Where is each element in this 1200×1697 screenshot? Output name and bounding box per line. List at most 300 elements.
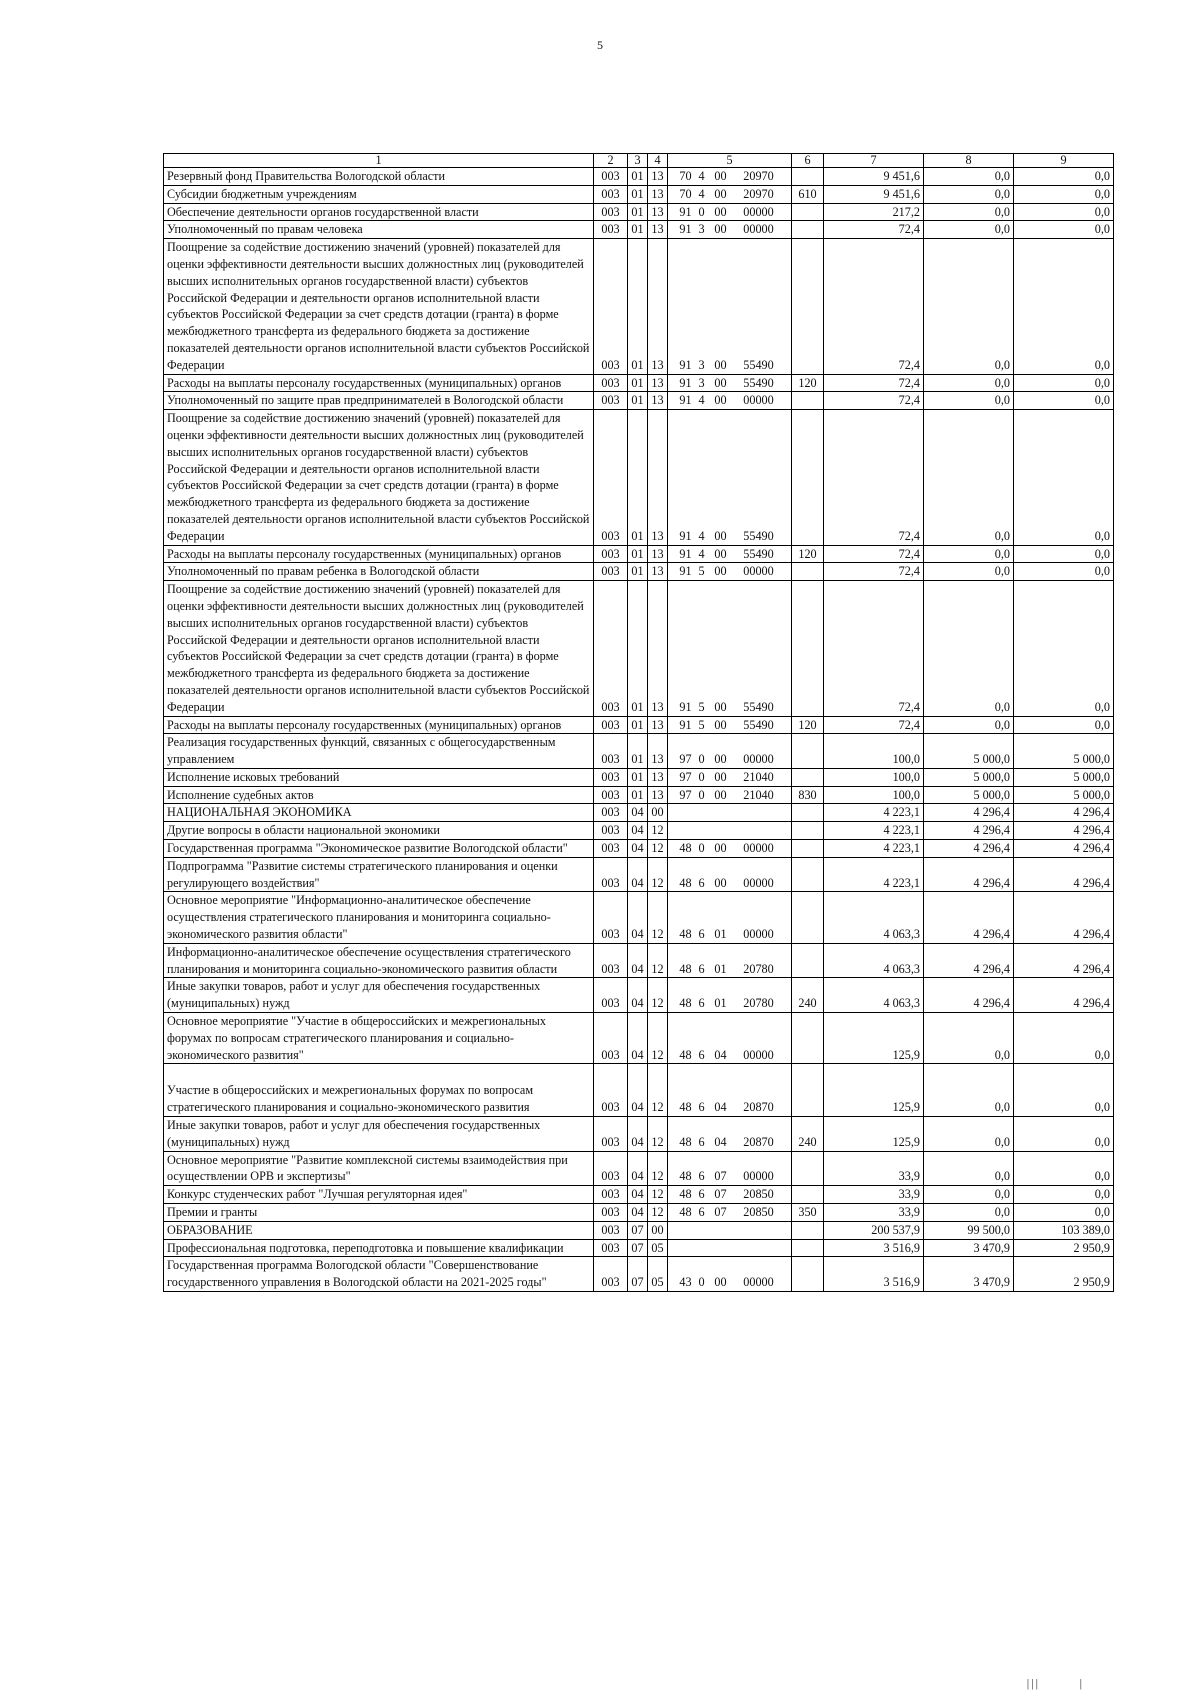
- subsection-code: 05: [648, 1257, 668, 1292]
- expense-type-code: [792, 168, 824, 186]
- amount-col8: 4 296,4: [924, 822, 1014, 840]
- amount-col9: 0,0: [1014, 239, 1114, 374]
- target-article-part: 55490: [743, 375, 774, 390]
- amount-col8: 0,0: [924, 410, 1014, 545]
- table-row: [164, 1151, 1114, 1186]
- admin-code: 003: [594, 545, 628, 563]
- amount-col8: 0,0: [924, 1013, 1014, 1064]
- section-code: 04: [628, 1151, 648, 1186]
- header-cell: 6: [792, 154, 824, 168]
- amount-col8: 5 000,0: [924, 734, 1014, 769]
- section-code: 01: [628, 716, 648, 734]
- table-row: [164, 857, 1114, 892]
- table-row: [164, 804, 1114, 822]
- target-article-part: 00: [714, 375, 727, 390]
- target-article-part: 00: [714, 699, 727, 714]
- scan-mark: |||: [1026, 1676, 1040, 1690]
- amount-col7: 125,9: [824, 1117, 924, 1152]
- amount-col7: 72,4: [824, 239, 924, 374]
- target-article-part: 00: [714, 222, 727, 237]
- section-code: 04: [628, 822, 648, 840]
- row-name: ОБРАЗОВАНИЕ: [164, 1221, 594, 1239]
- section-code: 01: [628, 734, 648, 769]
- table-row: [164, 203, 1114, 221]
- amount-col7: 4 063,3: [824, 943, 924, 978]
- subsection-code: 12: [648, 1117, 668, 1152]
- header-cell: 4: [648, 154, 668, 168]
- amount-col7: 3 516,9: [824, 1239, 924, 1257]
- amount-col8: 3 470,9: [924, 1239, 1014, 1257]
- subsection-code: 12: [648, 943, 668, 978]
- row-name: Профессиональная подготовка, переподготовка и повышение квалификации: [164, 1239, 594, 1257]
- row-name: Основное мероприятие "Участие в общероссийских и межрегиональных форумах по вопросам стратегического планирования и социально-экономического развития": [164, 1013, 594, 1064]
- target-article-part: 0: [698, 752, 705, 767]
- target-article-code: [668, 239, 792, 374]
- section-code: 01: [628, 581, 648, 716]
- target-article-part: 55490: [743, 546, 774, 561]
- target-article-part: 91: [679, 528, 692, 543]
- amount-col8: 0,0: [924, 374, 1014, 392]
- admin-code: 003: [594, 943, 628, 978]
- expense-type-code: [792, 581, 824, 716]
- header-cell: 9: [1014, 154, 1114, 168]
- amount-col7: 72,4: [824, 545, 924, 563]
- expense-type-code: [792, 857, 824, 892]
- amount-col9: 4 296,4: [1014, 978, 1114, 1013]
- table-row: [164, 185, 1114, 203]
- target-article-part: 91: [679, 375, 692, 390]
- target-article-part: 97: [679, 752, 692, 767]
- target-article-part: 04: [714, 1100, 727, 1115]
- admin-code: 003: [594, 185, 628, 203]
- target-article-code: [668, 1013, 792, 1064]
- expense-type-code: 350: [792, 1204, 824, 1222]
- amount-col9: 0,0: [1014, 716, 1114, 734]
- row-name: Премии и гранты: [164, 1204, 594, 1222]
- row-name: Конкурс студенческих работ "Лучшая регуляторная идея": [164, 1186, 594, 1204]
- amount-col9: 5 000,0: [1014, 786, 1114, 804]
- target-article-part: 00000: [743, 927, 774, 942]
- amount-col7: 33,9: [824, 1204, 924, 1222]
- target-article-code: [668, 168, 792, 186]
- table-row: [164, 1186, 1114, 1204]
- row-name: Расходы на выплаты персоналу государственных (муниципальных) органов: [164, 716, 594, 734]
- row-name: Поощрение за содействие достижению значений (уровней) показателей для оценки эффективности деятельности высших должностных лиц (руководителей высших исполнительных органов государственной власти) субъектов Российской Федерации и деятельности органов исполнительной власти субъектов Российской Федерации за счет средств дотации (гранта) в форме межбюджетного трансферта из федерального бюджета за достижение показателей деятельности органов исполнительной власти субъектов Российской Федерации: [164, 581, 594, 716]
- amount-col8: 5 000,0: [924, 786, 1014, 804]
- amount-col7: 33,9: [824, 1151, 924, 1186]
- table-row: [164, 716, 1114, 734]
- amount-col7: 72,4: [824, 221, 924, 239]
- target-article-part: 00: [714, 528, 727, 543]
- amount-col9: 5 000,0: [1014, 768, 1114, 786]
- row-name: Основное мероприятие "Развитие комплексной системы взаимодействия при осуществлении ОРВ и экспертизы": [164, 1151, 594, 1186]
- table-row: [164, 168, 1114, 186]
- amount-col9: 0,0: [1014, 1151, 1114, 1186]
- scan-mark: |: [1079, 1676, 1082, 1690]
- amount-col7: 72,4: [824, 374, 924, 392]
- row-name: Уполномоченный по правам человека: [164, 221, 594, 239]
- expense-type-code: [792, 768, 824, 786]
- target-article-part: 04: [714, 1047, 727, 1062]
- target-article-part: 21040: [743, 787, 774, 802]
- admin-code: 003: [594, 239, 628, 374]
- target-article-code: [668, 1117, 792, 1152]
- admin-code: 003: [594, 581, 628, 716]
- expense-type-code: 120: [792, 374, 824, 392]
- admin-code: 003: [594, 392, 628, 410]
- target-article-code: [668, 374, 792, 392]
- target-article-code: [668, 734, 792, 769]
- table-row: [164, 786, 1114, 804]
- target-article-code: [668, 786, 792, 804]
- target-article-code: [668, 804, 792, 822]
- target-article-part: 00000: [743, 1169, 774, 1184]
- target-article-part: 07: [714, 1187, 727, 1202]
- row-name: Поощрение за содействие достижению значений (уровней) показателей для оценки эффективности деятельности высших должностных лиц (руководителей высших исполнительных органов государственной власти) субъектов Российской Федерации и деятельности органов исполнительной власти субъектов Российской Федерации за счет средств дотации (гранта) в форме межбюджетного трансферта из федерального бюджета за достижение показателей деятельности органов исполнительной власти субъектов Российской Федерации: [164, 239, 594, 374]
- admin-code: 003: [594, 203, 628, 221]
- page-number: 5: [597, 38, 603, 52]
- expense-type-code: 240: [792, 978, 824, 1013]
- subsection-code: 13: [648, 734, 668, 769]
- target-article-code: [668, 392, 792, 410]
- expense-type-code: [792, 892, 824, 943]
- target-article-code: [668, 1257, 792, 1292]
- target-article-part: 00: [714, 204, 727, 219]
- target-article-code: [668, 1221, 792, 1239]
- table-row: [164, 374, 1114, 392]
- section-code: 01: [628, 392, 648, 410]
- admin-code: 003: [594, 410, 628, 545]
- admin-code: 003: [594, 822, 628, 840]
- section-code: 07: [628, 1221, 648, 1239]
- amount-col8: 4 296,4: [924, 840, 1014, 858]
- target-article-part: 20850: [743, 1205, 774, 1220]
- table-row: [164, 1064, 1114, 1117]
- table-row: [164, 734, 1114, 769]
- amount-col7: 9 451,6: [824, 168, 924, 186]
- target-article-part: 04: [714, 1134, 727, 1149]
- amount-col7: 100,0: [824, 786, 924, 804]
- amount-col7: 9 451,6: [824, 185, 924, 203]
- target-article-code: [668, 857, 792, 892]
- target-article-part: 00: [714, 875, 727, 890]
- expense-type-code: [792, 1186, 824, 1204]
- amount-col7: 72,4: [824, 581, 924, 716]
- target-article-part: 91: [679, 222, 692, 237]
- amount-col8: 0,0: [924, 239, 1014, 374]
- row-name: НАЦИОНАЛЬНАЯ ЭКОНОМИКА: [164, 804, 594, 822]
- admin-code: 003: [594, 1204, 628, 1222]
- amount-col8: 4 296,4: [924, 892, 1014, 943]
- amount-col9: 0,0: [1014, 545, 1114, 563]
- row-name: Уполномоченный по защите прав предпринимателей в Вологодской области: [164, 392, 594, 410]
- target-article-part: 0: [698, 787, 705, 802]
- section-code: 01: [628, 410, 648, 545]
- amount-col8: 0,0: [924, 203, 1014, 221]
- table-row: [164, 1239, 1114, 1257]
- expense-type-code: [792, 1257, 824, 1292]
- target-article-part: 91: [679, 699, 692, 714]
- header-cell: 2: [594, 154, 628, 168]
- table-row: [164, 545, 1114, 563]
- section-code: 01: [628, 239, 648, 374]
- row-name: Основное мероприятие "Информационно-аналитическое обеспечение осуществления стратегического планирования и мониторинга социально-экономического развития области": [164, 892, 594, 943]
- subsection-code: 00: [648, 1221, 668, 1239]
- target-article-part: 00: [714, 546, 727, 561]
- expense-type-code: 240: [792, 1117, 824, 1152]
- amount-col9: 2 950,9: [1014, 1257, 1114, 1292]
- subsection-code: 13: [648, 168, 668, 186]
- section-code: 01: [628, 168, 648, 186]
- amount-col9: 5 000,0: [1014, 734, 1114, 769]
- target-article-part: 97: [679, 787, 692, 802]
- expense-type-code: [792, 734, 824, 769]
- target-article-part: 01: [714, 961, 727, 976]
- expense-type-code: [792, 840, 824, 858]
- target-article-part: 55490: [743, 357, 774, 372]
- expense-type-code: 120: [792, 545, 824, 563]
- target-article-part: 00: [714, 717, 727, 732]
- amount-col9: 0,0: [1014, 221, 1114, 239]
- target-article-part: 48: [679, 1134, 692, 1149]
- amount-col7: 72,4: [824, 392, 924, 410]
- target-article-part: 70: [679, 169, 692, 183]
- amount-col9: 0,0: [1014, 581, 1114, 716]
- amount-col9: 0,0: [1014, 1064, 1114, 1117]
- target-article-part: 48: [679, 1047, 692, 1062]
- target-article-part: 21040: [743, 769, 774, 784]
- amount-col7: 100,0: [824, 734, 924, 769]
- target-article-part: 3: [698, 357, 705, 372]
- expense-type-code: [792, 1221, 824, 1239]
- subsection-code: 13: [648, 545, 668, 563]
- target-article-part: 01: [714, 927, 727, 942]
- header-cell: 1: [164, 154, 594, 168]
- table-row: [164, 392, 1114, 410]
- admin-code: 003: [594, 978, 628, 1013]
- row-name: Субсидии бюджетным учреждениям: [164, 185, 594, 203]
- target-article-part: 00: [714, 769, 727, 784]
- target-article-part: 6: [698, 1187, 705, 1202]
- target-article-part: 55490: [743, 717, 774, 732]
- amount-col8: 0,0: [924, 1204, 1014, 1222]
- table-row: [164, 822, 1114, 840]
- target-article-part: 00000: [743, 752, 774, 767]
- subsection-code: 13: [648, 374, 668, 392]
- target-article-code: [668, 1204, 792, 1222]
- target-article-part: 48: [679, 927, 692, 942]
- target-article-part: 00: [714, 787, 727, 802]
- expense-type-code: [792, 203, 824, 221]
- target-article-part: 6: [698, 875, 705, 890]
- table-row: [164, 1221, 1114, 1239]
- amount-col7: 4 223,1: [824, 804, 924, 822]
- target-article-code: [668, 545, 792, 563]
- subsection-code: 13: [648, 786, 668, 804]
- amount-col9: 0,0: [1014, 185, 1114, 203]
- amount-col7: 4 063,3: [824, 892, 924, 943]
- target-article-part: 6: [698, 1100, 705, 1115]
- subsection-code: 13: [648, 410, 668, 545]
- subsection-code: 13: [648, 221, 668, 239]
- header-cell: 3: [628, 154, 648, 168]
- table-row: [164, 410, 1114, 545]
- table-row: [164, 1013, 1114, 1064]
- subsection-code: 12: [648, 1064, 668, 1117]
- admin-code: 003: [594, 168, 628, 186]
- section-code: 04: [628, 978, 648, 1013]
- admin-code: 003: [594, 1064, 628, 1117]
- row-name: Участие в общероссийских и межрегиональных форумах по вопросам стратегического планирования и социально-экономического развития: [164, 1064, 594, 1117]
- admin-code: 003: [594, 1257, 628, 1292]
- amount-col9: 4 296,4: [1014, 857, 1114, 892]
- amount-col8: 0,0: [924, 563, 1014, 581]
- target-article-part: 97: [679, 769, 692, 784]
- admin-code: 003: [594, 563, 628, 581]
- target-article-part: 48: [679, 1100, 692, 1115]
- admin-code: 003: [594, 768, 628, 786]
- target-article-code: [668, 1239, 792, 1257]
- amount-col9: 4 296,4: [1014, 840, 1114, 858]
- row-name: Другие вопросы в области национальной экономики: [164, 822, 594, 840]
- section-code: 04: [628, 1204, 648, 1222]
- amount-col8: 0,0: [924, 1186, 1014, 1204]
- target-article-part: 91: [679, 717, 692, 732]
- row-name: Реализация государственных функций, связанных с общегосударственным управлением: [164, 734, 594, 769]
- amount-col9: 4 296,4: [1014, 943, 1114, 978]
- row-name: Расходы на выплаты персоналу государственных (муниципальных) органов: [164, 374, 594, 392]
- amount-col8: 3 470,9: [924, 1257, 1014, 1292]
- amount-col8: 0,0: [924, 545, 1014, 563]
- target-article-part: 00: [714, 564, 727, 579]
- header-row: [164, 154, 1114, 168]
- target-article-part: 20970: [743, 169, 774, 183]
- section-code: 01: [628, 768, 648, 786]
- subsection-code: 12: [648, 857, 668, 892]
- amount-col8: 0,0: [924, 185, 1014, 203]
- target-article-part: 20850: [743, 1187, 774, 1202]
- row-name: Расходы на выплаты персоналу государственных (муниципальных) органов: [164, 545, 594, 563]
- row-name: Обеспечение деятельности органов государственной власти: [164, 203, 594, 221]
- admin-code: 003: [594, 1151, 628, 1186]
- subsection-code: 13: [648, 185, 668, 203]
- amount-col8: 0,0: [924, 716, 1014, 734]
- target-article-code: [668, 581, 792, 716]
- target-article-code: [668, 768, 792, 786]
- target-article-code: [668, 1151, 792, 1186]
- target-article-part: 00: [714, 186, 727, 201]
- amount-col7: 217,2: [824, 203, 924, 221]
- target-article-part: 4: [698, 393, 705, 408]
- target-article-part: 5: [698, 717, 705, 732]
- target-article-part: 07: [714, 1205, 727, 1220]
- subsection-code: 12: [648, 1013, 668, 1064]
- subsection-code: 12: [648, 1186, 668, 1204]
- target-article-part: 00000: [743, 222, 774, 237]
- target-article-part: 48: [679, 841, 692, 856]
- target-article-part: 6: [698, 927, 705, 942]
- section-code: 01: [628, 185, 648, 203]
- subsection-code: 13: [648, 239, 668, 374]
- subsection-code: 13: [648, 392, 668, 410]
- section-code: 04: [628, 943, 648, 978]
- amount-col9: 0,0: [1014, 1013, 1114, 1064]
- target-article-part: 4: [698, 169, 705, 183]
- target-article-part: 55490: [743, 528, 774, 543]
- header-cell: 7: [824, 154, 924, 168]
- target-article-part: 00: [714, 1275, 727, 1290]
- expense-type-code: [792, 239, 824, 374]
- section-code: 07: [628, 1257, 648, 1292]
- amount-col7: 200 537,9: [824, 1221, 924, 1239]
- target-article-part: 0: [698, 841, 705, 856]
- section-code: 01: [628, 374, 648, 392]
- admin-code: 003: [594, 1013, 628, 1064]
- target-article-part: 6: [698, 961, 705, 976]
- amount-col7: 72,4: [824, 410, 924, 545]
- section-code: 07: [628, 1239, 648, 1257]
- target-article-part: 91: [679, 204, 692, 219]
- section-code: 01: [628, 203, 648, 221]
- amount-col8: 0,0: [924, 221, 1014, 239]
- expense-type-code: [792, 1064, 824, 1117]
- amount-col9: 0,0: [1014, 410, 1114, 545]
- target-article-code: [668, 1064, 792, 1117]
- target-article-part: 91: [679, 546, 692, 561]
- amount-col7: 4 223,1: [824, 857, 924, 892]
- expense-type-code: [792, 943, 824, 978]
- target-article-part: 4: [698, 528, 705, 543]
- target-article-part: 20870: [743, 1134, 774, 1149]
- section-code: 04: [628, 1117, 648, 1152]
- amount-col9: 0,0: [1014, 1204, 1114, 1222]
- amount-col8: 4 296,4: [924, 857, 1014, 892]
- section-code: 01: [628, 786, 648, 804]
- table-row: [164, 943, 1114, 978]
- amount-col8: 5 000,0: [924, 768, 1014, 786]
- target-article-part: 5: [698, 699, 705, 714]
- amount-col7: 4 223,1: [824, 822, 924, 840]
- expense-type-code: [792, 804, 824, 822]
- section-code: 04: [628, 1064, 648, 1117]
- subsection-code: 12: [648, 822, 668, 840]
- target-article-code: [668, 716, 792, 734]
- amount-col9: 4 296,4: [1014, 804, 1114, 822]
- amount-col7: 100,0: [824, 768, 924, 786]
- row-name: Исполнение судебных актов: [164, 786, 594, 804]
- subsection-code: 00: [648, 804, 668, 822]
- row-name: Иные закупки товаров, работ и услуг для обеспечения государственных (муниципальных) нужд: [164, 978, 594, 1013]
- target-article-part: 48: [679, 1187, 692, 1202]
- row-name: Информационно-аналитическое обеспечение осуществления стратегического планирования и мониторинга социально-экономического развития области: [164, 943, 594, 978]
- amount-col8: 4 296,4: [924, 978, 1014, 1013]
- section-code: 01: [628, 545, 648, 563]
- header-cell: 8: [924, 154, 1014, 168]
- target-article-part: 00000: [743, 204, 774, 219]
- target-article-part: 48: [679, 1169, 692, 1184]
- table-row: [164, 892, 1114, 943]
- amount-col9: 0,0: [1014, 392, 1114, 410]
- subsection-code: 12: [648, 840, 668, 858]
- target-article-part: 0: [698, 769, 705, 784]
- target-article-part: 4: [698, 186, 705, 201]
- target-article-part: 6: [698, 1134, 705, 1149]
- target-article-code: [668, 822, 792, 840]
- subsection-code: 13: [648, 716, 668, 734]
- target-article-part: 3: [698, 375, 705, 390]
- table-row: [164, 768, 1114, 786]
- row-name: Иные закупки товаров, работ и услуг для обеспечения государственных (муниципальных) нужд: [164, 1117, 594, 1152]
